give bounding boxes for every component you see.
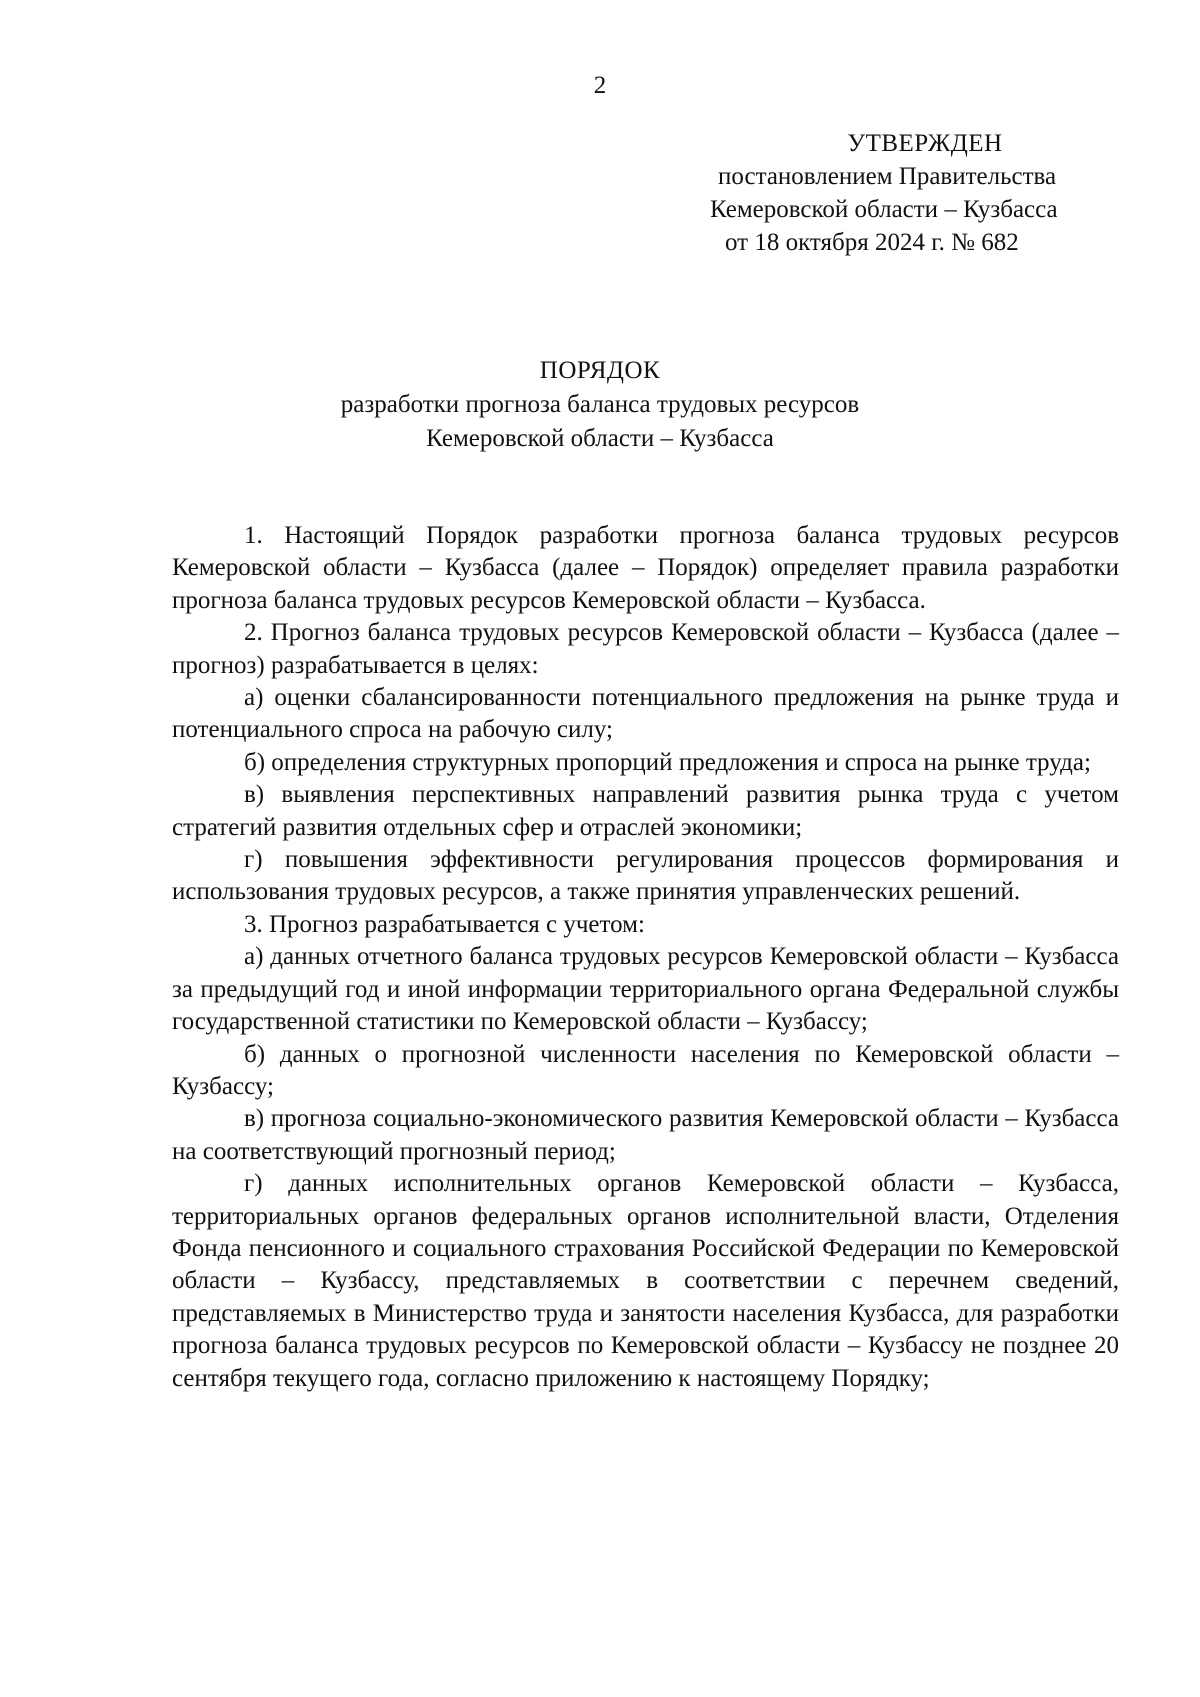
- approval-title: УТВЕРЖДЕН: [847, 130, 1003, 157]
- document-heading: [0, 354, 1200, 456]
- paragraph-1: 1. Настоящий Порядок разработки прогноза баланса трудовых ресурсов Кемеровской области – Кузбасса (далее – Порядок) определяет правила разработки прогноза баланса трудовых ресурсов Кемеровской области – Кузбасса.: [172, 522, 1119, 614]
- paragraph-2a: а) оценки сбалансированности потенциального предложения на рынке труда и потенциального спроса на рабочую силу;: [172, 684, 1119, 744]
- paragraph-3v: в) прогноза социально-экономического развития Кемеровской области – Кузбасса на соответствующий прогнозный период;: [172, 1105, 1119, 1165]
- paragraph-2b: б) определения структурных пропорций предложения и спроса на рынке труда;: [244, 748, 1091, 776]
- paragraph-3b: б) данных о прогнозной численности населения по Кемеровской области – Кузбассу;: [172, 1040, 1119, 1100]
- approval-line-1: постановлением Правительства: [718, 163, 1057, 190]
- document-body: [172, 520, 1119, 1395]
- paragraph-3a: а) данных отчетного баланса трудовых ресурсов Кемеровской области – Кузбасса за предыдущий год и иной информации территориального органа Федеральной службы государственной статистики по Кемеровской области – Кузбассу;: [172, 943, 1119, 1036]
- paragraph-2g: г) повышения эффективности регулирования процессов формирования и использования трудовых ресурсов, а также принятия управленческих решений.: [172, 846, 1119, 906]
- heading-subtitle-1: разработки прогноза баланса трудовых ресурсов: [340, 391, 860, 418]
- heading-title: ПОРЯДОК: [539, 357, 661, 384]
- paragraph-3g: г) данных исполнительных органов Кемеровской области – Кузбасса, территориальных органов федеральных органов исполнительной власти, Отделения Фонда пенсионного и социального страхования Российской Федерации по Кемеровской области – Кузбассу, представляемых в соответствии с перечнем сведений, представляемых в Министерство труда и занятости населения Кузбасса, для разработки прогноза баланса трудовых ресурсов по Кемеровской области – Кузбассу не позднее 20 сентября текущего года, согласно приложению к настоящему Порядку;: [172, 1170, 1119, 1392]
- approval-block: [690, 127, 1160, 259]
- approval-line-3: от 18 октября 2024 г. № 682: [725, 229, 1019, 256]
- heading-subtitle-2: Кемеровской области – Кузбасса: [426, 425, 774, 452]
- paragraph-2v: в) выявления перспективных направлений развития рынка труда с учетом стратегий развития отдельных сфер и отраслей экономики;: [172, 781, 1119, 841]
- paragraph-2: 2. Прогноз баланса трудовых ресурсов Кемеровской области – Кузбасса (далее – прогноз) разрабатывается в целях:: [172, 619, 1119, 679]
- paragraph-3: 3. Прогноз разрабатывается с учетом:: [244, 910, 645, 938]
- approval-line-2: Кемеровской области – Кузбасса: [710, 196, 1058, 223]
- page-number: 2: [593, 72, 607, 99]
